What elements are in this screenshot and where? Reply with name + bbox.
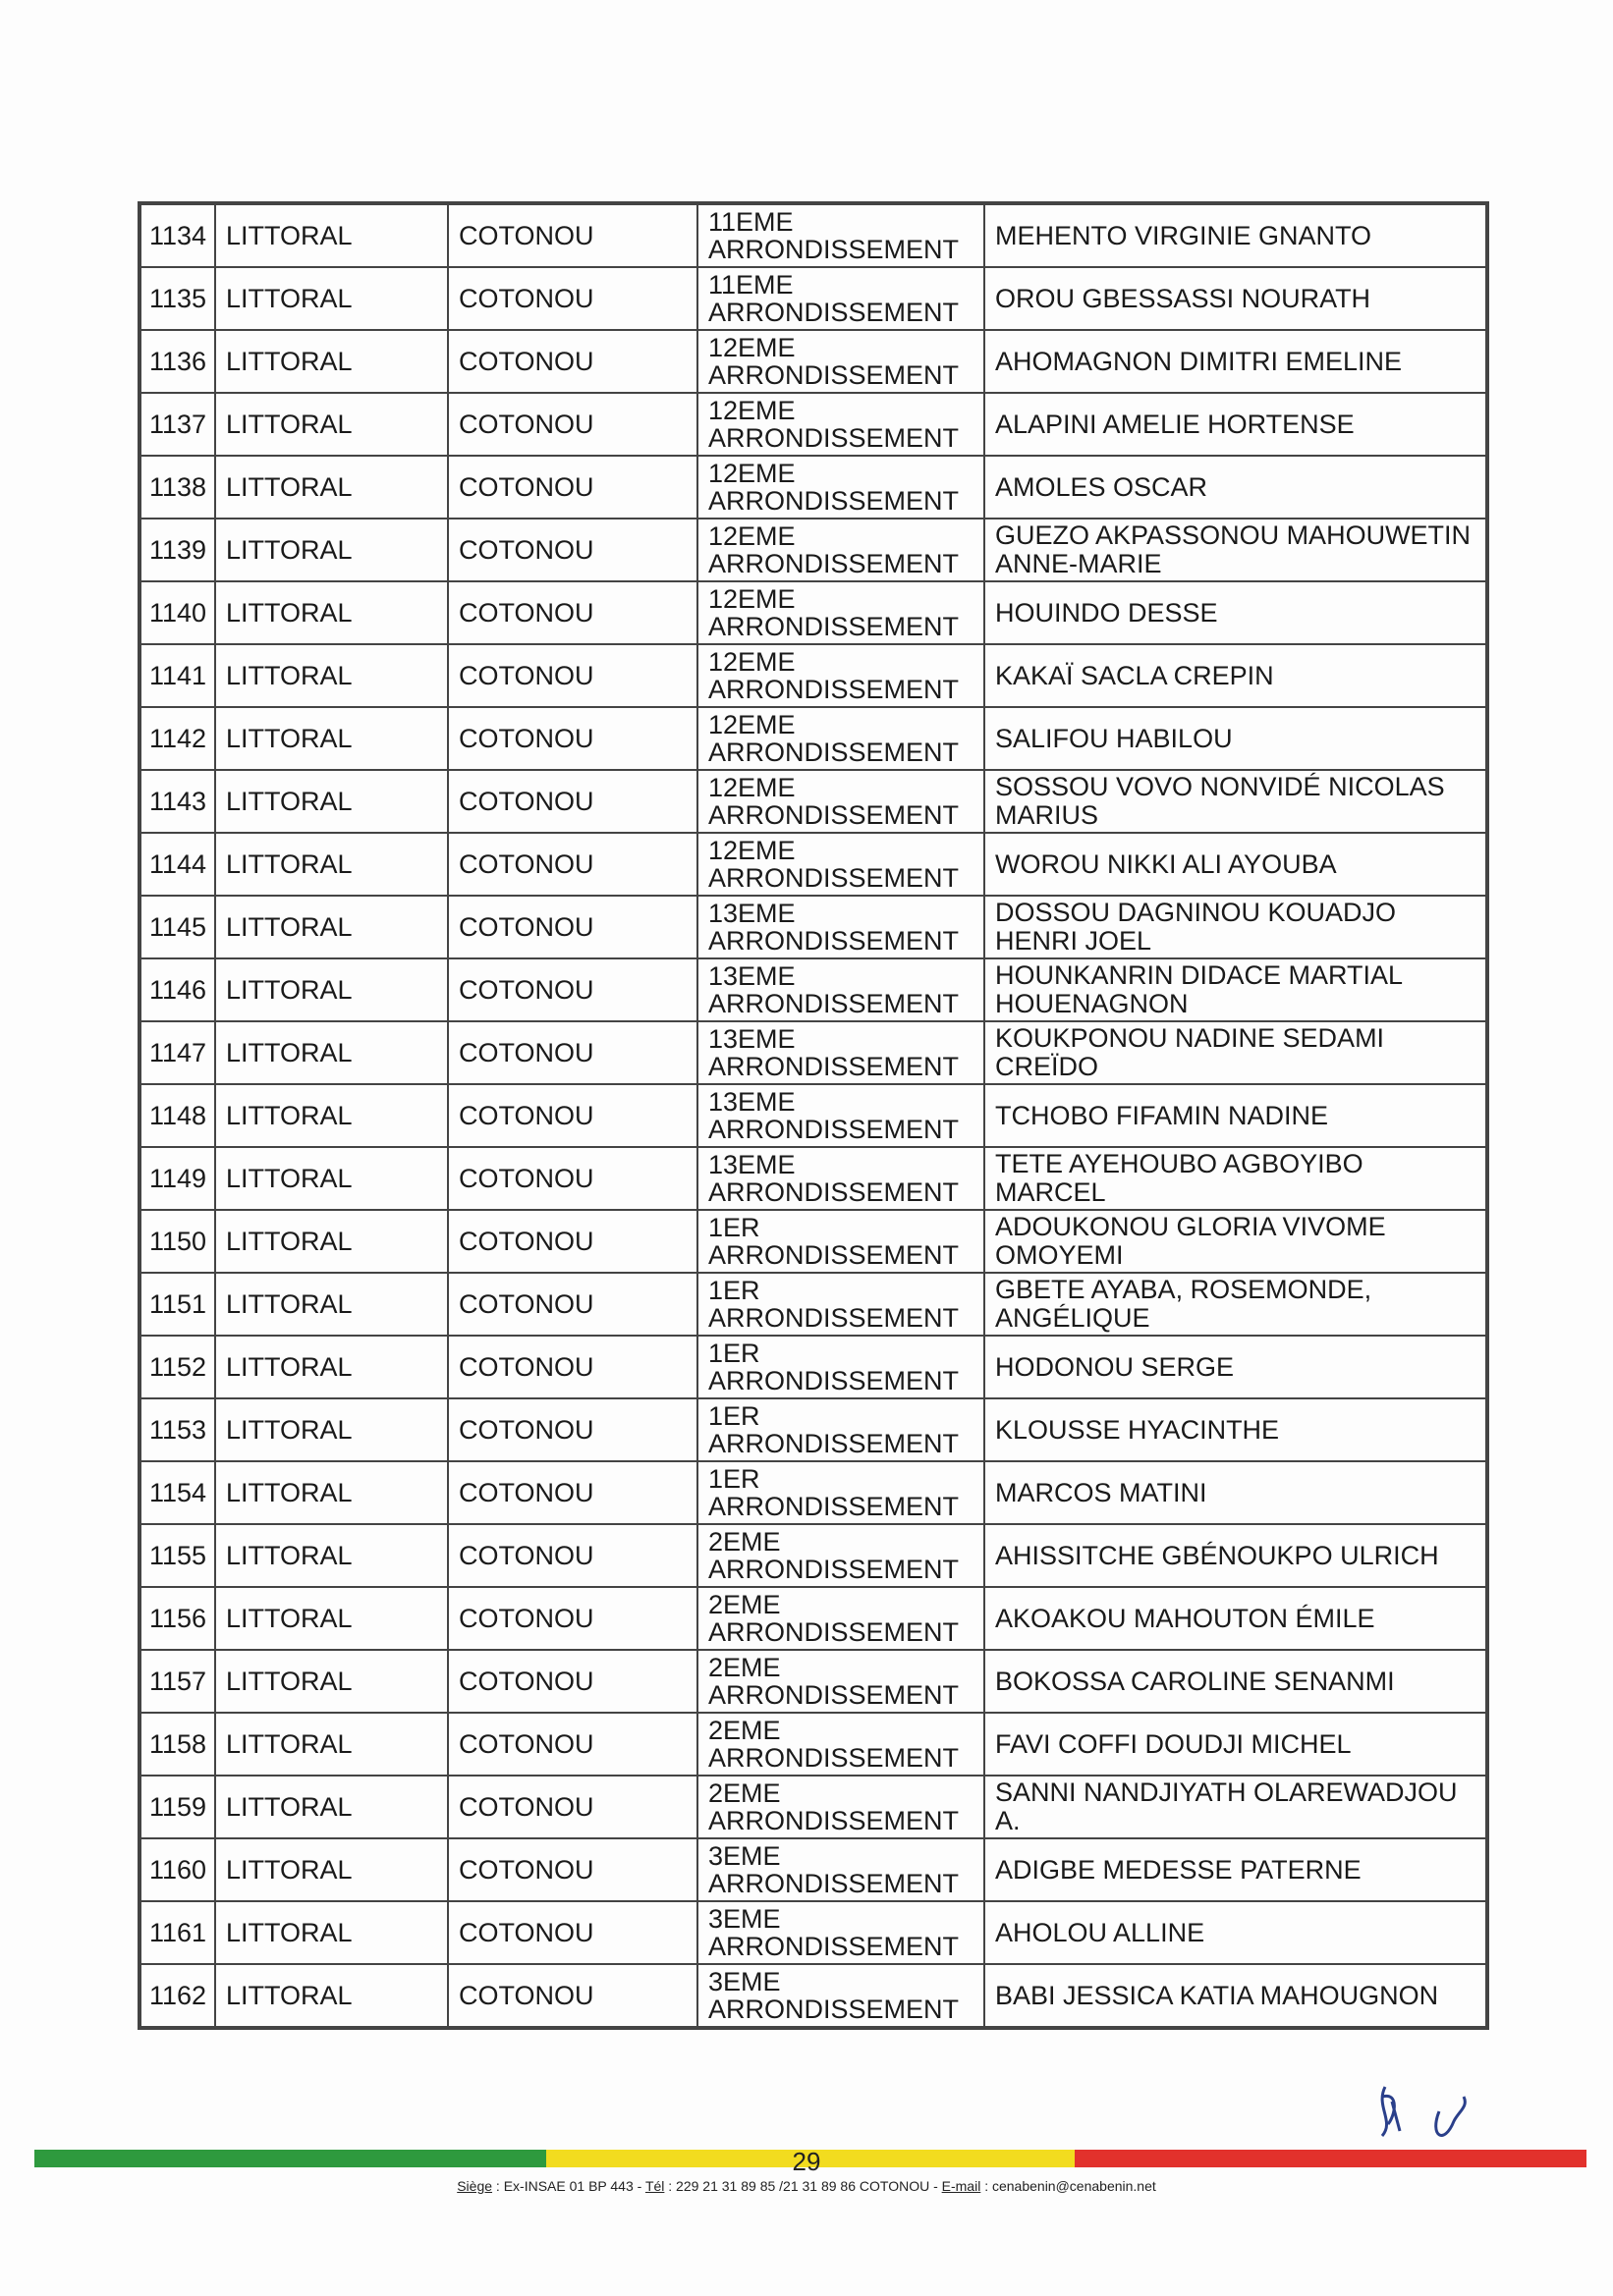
- commune-cell: COTONOU: [448, 1461, 697, 1524]
- table-row: [140, 833, 1486, 896]
- row-number: 1144: [140, 833, 215, 896]
- department-cell: LITTORAL: [215, 1210, 448, 1273]
- name-cell: HOUINDO DESSE: [984, 581, 1486, 644]
- table-row: [140, 707, 1486, 770]
- table-row: [140, 581, 1486, 644]
- tel-text: : 229 21 31 89 85 /21 31 89 86 COTONOU -: [664, 2178, 942, 2194]
- arrondissement-cell: [697, 1524, 984, 1587]
- arrondissement-word: ARRONDISSEMENT: [708, 989, 960, 1018]
- arrondissement-number: 12EME: [708, 521, 796, 551]
- commune-cell: COTONOU: [448, 1901, 697, 1964]
- row-number: 1137: [140, 393, 215, 456]
- tel-label: Tél: [644, 2178, 665, 2194]
- arrondissement-cell: [697, 1461, 984, 1524]
- arrondissement-cell: [697, 1336, 984, 1398]
- table-row: [140, 393, 1486, 456]
- arrondissement-word: ARRONDISSEMENT: [708, 1115, 960, 1144]
- name-cell: FAVI COFFI DOUDJI MICHEL: [984, 1713, 1486, 1776]
- row-number: 1135: [140, 267, 215, 330]
- arrondissement-number: 2EME: [708, 1527, 781, 1557]
- commune-cell: COTONOU: [448, 1147, 697, 1210]
- row-number: 1146: [140, 958, 215, 1021]
- arrondissement-cell: [697, 644, 984, 707]
- arrondissement-word: ARRONDISSEMENT: [708, 926, 960, 956]
- name-cell: GBETE AYABA, ROSEMONDE, ANGÉLIQUE: [984, 1273, 1486, 1336]
- arrondissement-number: 11EME: [708, 270, 794, 300]
- commune-cell: COTONOU: [448, 1650, 697, 1713]
- arrondissement-number: 13EME: [708, 1150, 796, 1179]
- arrondissement-word: ARRONDISSEMENT: [708, 675, 960, 704]
- name-cell: WOROU NIKKI ALI AYOUBA: [984, 833, 1486, 896]
- table-row: [140, 1210, 1486, 1273]
- name-cell: BABI JESSICA KATIA MAHOUGNON: [984, 1964, 1486, 2027]
- table-row: [140, 958, 1486, 1021]
- table-row: [140, 896, 1486, 958]
- department-cell: LITTORAL: [215, 1461, 448, 1524]
- name-cell: AHOMAGNON DIMITRI EMELINE: [984, 330, 1486, 393]
- row-number: 1153: [140, 1398, 215, 1461]
- name-cell: OROU GBESSASSI NOURATH: [984, 267, 1486, 330]
- arrondissement-number: 2EME: [708, 1590, 781, 1619]
- arrondissement-word: ARRONDISSEMENT: [708, 612, 960, 641]
- arrondissement-cell: [697, 267, 984, 330]
- commune-cell: COTONOU: [448, 1210, 697, 1273]
- name-cell: AMOLES OSCAR: [984, 456, 1486, 519]
- table-row: [140, 644, 1486, 707]
- arrondissement-word: ARRONDISSEMENT: [708, 235, 960, 264]
- commune-cell: COTONOU: [448, 456, 697, 519]
- department-cell: LITTORAL: [215, 1964, 448, 2027]
- department-cell: LITTORAL: [215, 1713, 448, 1776]
- table-row: [140, 1336, 1486, 1398]
- arrondissement-number: 1ER: [708, 1213, 760, 1242]
- department-cell: LITTORAL: [215, 1587, 448, 1650]
- department-cell: LITTORAL: [215, 330, 448, 393]
- commune-cell: COTONOU: [448, 1776, 697, 1838]
- arrondissement-number: 2EME: [708, 1778, 781, 1808]
- name-cell: ADOUKONOU GLORIA VIVOME OMOYEMI: [984, 1210, 1486, 1273]
- arrondissement-word: ARRONDISSEMENT: [708, 549, 960, 578]
- arrondissement-cell: [697, 1964, 984, 2027]
- arrondissement-word: ARRONDISSEMENT: [708, 1240, 960, 1270]
- arrondissement-word: ARRONDISSEMENT: [708, 863, 960, 893]
- department-cell: LITTORAL: [215, 204, 448, 267]
- row-number: 1136: [140, 330, 215, 393]
- arrondissement-cell: [697, 204, 984, 267]
- commune-cell: COTONOU: [448, 581, 697, 644]
- commune-cell: COTONOU: [448, 644, 697, 707]
- arrondissement-word: ARRONDISSEMENT: [708, 298, 960, 327]
- table-row: [140, 456, 1486, 519]
- commune-cell: COTONOU: [448, 1713, 697, 1776]
- department-cell: LITTORAL: [215, 456, 448, 519]
- department-cell: LITTORAL: [215, 958, 448, 1021]
- arrondissement-word: ARRONDISSEMENT: [708, 1680, 960, 1710]
- department-cell: LITTORAL: [215, 896, 448, 958]
- arrondissement-word: ARRONDISSEMENT: [708, 1052, 960, 1081]
- row-number: 1140: [140, 581, 215, 644]
- table-body: [140, 204, 1486, 2027]
- arrondissement-cell: [697, 1901, 984, 1964]
- arrondissement-cell: [697, 1776, 984, 1838]
- arrondissement-number: 13EME: [708, 1024, 796, 1054]
- arrondissement-word: ARRONDISSEMENT: [708, 486, 960, 516]
- department-cell: LITTORAL: [215, 1901, 448, 1964]
- table-row: [140, 204, 1486, 267]
- arrondissement-cell: [697, 1147, 984, 1210]
- arrondissement-cell: [697, 1713, 984, 1776]
- commune-cell: COTONOU: [448, 1838, 697, 1901]
- commune-cell: COTONOU: [448, 1021, 697, 1084]
- name-cell: AKOAKOU MAHOUTON ÉMILE: [984, 1587, 1486, 1650]
- department-cell: LITTORAL: [215, 1398, 448, 1461]
- arrondissement-number: 12EME: [708, 459, 796, 488]
- row-number: 1158: [140, 1713, 215, 1776]
- name-cell: SALIFOU HABILOU: [984, 707, 1486, 770]
- commune-cell: COTONOU: [448, 1398, 697, 1461]
- row-number: 1160: [140, 1838, 215, 1901]
- arrondissement-cell: [697, 1210, 984, 1273]
- table-row: [140, 519, 1486, 581]
- row-number: 1161: [140, 1901, 215, 1964]
- arrondissement-cell: [697, 1838, 984, 1901]
- table-row: [140, 1147, 1486, 1210]
- commune-cell: COTONOU: [448, 267, 697, 330]
- arrondissement-word: ARRONDISSEMENT: [708, 800, 960, 830]
- arrondissement-cell: [697, 707, 984, 770]
- table-row: [140, 330, 1486, 393]
- department-cell: LITTORAL: [215, 1838, 448, 1901]
- footer-contact: [0, 2178, 1613, 2194]
- commune-cell: COTONOU: [448, 833, 697, 896]
- commune-cell: COTONOU: [448, 1273, 697, 1336]
- name-cell: AHOLOU ALLINE: [984, 1901, 1486, 1964]
- table-row: [140, 1398, 1486, 1461]
- commune-cell: COTONOU: [448, 958, 697, 1021]
- department-cell: LITTORAL: [215, 707, 448, 770]
- arrondissement-number: 3EME: [708, 1841, 781, 1871]
- row-number: 1134: [140, 204, 215, 267]
- arrondissement-word: ARRONDISSEMENT: [708, 1932, 960, 1961]
- arrondissement-word: ARRONDISSEMENT: [708, 1743, 960, 1773]
- arrondissement-number: 12EME: [708, 710, 796, 739]
- table-row: [140, 1021, 1486, 1084]
- arrondissement-number: 13EME: [708, 1087, 796, 1117]
- arrondissement-number: 12EME: [708, 836, 796, 865]
- department-cell: LITTORAL: [215, 644, 448, 707]
- department-cell: LITTORAL: [215, 1084, 448, 1147]
- name-cell: BOKOSSA CAROLINE SENANMI: [984, 1650, 1486, 1713]
- arrondissement-word: ARRONDISSEMENT: [708, 1869, 960, 1898]
- row-number: 1159: [140, 1776, 215, 1838]
- arrondissement-word: ARRONDISSEMENT: [708, 1492, 960, 1521]
- table-row: [140, 1587, 1486, 1650]
- arrondissement-word: ARRONDISSEMENT: [708, 1806, 960, 1835]
- name-cell: TCHOBO FIFAMIN NADINE: [984, 1084, 1486, 1147]
- name-cell: KLOUSSE HYACINTHE: [984, 1398, 1486, 1461]
- name-cell: HODONOU SERGE: [984, 1336, 1486, 1398]
- commune-cell: COTONOU: [448, 1524, 697, 1587]
- name-cell: GUEZO AKPASSONOU MAHOUWETIN ANNE-MARIE: [984, 519, 1486, 581]
- arrondissement-number: 12EME: [708, 773, 796, 802]
- table-row: [140, 770, 1486, 833]
- email-text: : cenabenin@cenabenin.net: [980, 2178, 1156, 2194]
- arrondissement-cell: [697, 456, 984, 519]
- arrondissement-word: ARRONDISSEMENT: [708, 360, 960, 390]
- arrondissement-number: 2EME: [708, 1653, 781, 1682]
- row-number: 1147: [140, 1021, 215, 1084]
- arrondissement-cell: [697, 1398, 984, 1461]
- name-cell: MARCOS MATINI: [984, 1461, 1486, 1524]
- row-number: 1150: [140, 1210, 215, 1273]
- commune-cell: COTONOU: [448, 1587, 697, 1650]
- commune-cell: COTONOU: [448, 1964, 697, 2027]
- table-row: [140, 1461, 1486, 1524]
- table-row: [140, 1524, 1486, 1587]
- arrondissement-number: 1ER: [708, 1464, 760, 1494]
- arrondissement-word: ARRONDISSEMENT: [708, 1617, 960, 1647]
- arrondissement-cell: [697, 1650, 984, 1713]
- arrondissement-number: 12EME: [708, 647, 796, 677]
- commune-cell: COTONOU: [448, 1336, 697, 1398]
- name-cell: DOSSOU DAGNINOU KOUADJO HENRI JOEL: [984, 896, 1486, 958]
- commune-cell: COTONOU: [448, 204, 697, 267]
- department-cell: LITTORAL: [215, 770, 448, 833]
- arrondissement-cell: [697, 393, 984, 456]
- department-cell: LITTORAL: [215, 393, 448, 456]
- department-cell: LITTORAL: [215, 1776, 448, 1838]
- arrondissement-word: ARRONDISSEMENT: [708, 738, 960, 767]
- name-cell: AHISSITCHE GBÉNOUKPO ULRICH: [984, 1524, 1486, 1587]
- row-number: 1157: [140, 1650, 215, 1713]
- arrondissement-cell: [697, 833, 984, 896]
- row-number: 1142: [140, 707, 215, 770]
- table-row: [140, 1650, 1486, 1713]
- name-cell: HOUNKANRIN DIDACE MARTIAL HOUENAGNON: [984, 958, 1486, 1021]
- arrondissement-number: 13EME: [708, 899, 796, 928]
- row-number: 1162: [140, 1964, 215, 2027]
- arrondissement-number: 11EME: [708, 207, 794, 237]
- department-cell: LITTORAL: [215, 1524, 448, 1587]
- name-cell: SOSSOU VOVO NONVIDÉ NICOLAS MARIUS: [984, 770, 1486, 833]
- table-row: [140, 1713, 1486, 1776]
- arrondissement-word: ARRONDISSEMENT: [708, 1177, 960, 1207]
- name-cell: ALAPINI AMELIE HORTENSE: [984, 393, 1486, 456]
- signature-mark: [1370, 2077, 1498, 2156]
- department-cell: LITTORAL: [215, 1650, 448, 1713]
- name-cell: MEHENTO VIRGINIE GNANTO: [984, 204, 1486, 267]
- name-cell: SANNI NANDJIYATH OLAREWADJOU A.: [984, 1776, 1486, 1838]
- row-number: 1154: [140, 1461, 215, 1524]
- row-number: 1139: [140, 519, 215, 581]
- arrondissement-number: 12EME: [708, 333, 796, 362]
- department-cell: LITTORAL: [215, 833, 448, 896]
- arrondissement-cell: [697, 896, 984, 958]
- row-number: 1152: [140, 1336, 215, 1398]
- email-label: E-mail: [941, 2178, 981, 2194]
- name-cell: ADIGBE MEDESSE PATERNE: [984, 1838, 1486, 1901]
- department-cell: LITTORAL: [215, 1147, 448, 1210]
- arrondissement-cell: [697, 958, 984, 1021]
- arrondissement-cell: [697, 1084, 984, 1147]
- row-number: 1151: [140, 1273, 215, 1336]
- row-number: 1138: [140, 456, 215, 519]
- arrondissement-number: 12EME: [708, 584, 796, 614]
- arrondissement-word: ARRONDISSEMENT: [708, 423, 960, 453]
- department-cell: LITTORAL: [215, 1273, 448, 1336]
- department-cell: LITTORAL: [215, 267, 448, 330]
- arrondissement-cell: [697, 519, 984, 581]
- arrondissement-number: 3EME: [708, 1967, 781, 1996]
- table-row: [140, 1838, 1486, 1901]
- arrondissement-cell: [697, 581, 984, 644]
- name-cell: KAKAÏ SACLA CREPIN: [984, 644, 1486, 707]
- department-cell: LITTORAL: [215, 519, 448, 581]
- siege-text: : Ex-INSAE 01 BP 443 -: [492, 2178, 645, 2194]
- arrondissement-number: 1ER: [708, 1401, 760, 1431]
- arrondissement-number: 1ER: [708, 1276, 760, 1305]
- department-cell: LITTORAL: [215, 1336, 448, 1398]
- arrondissement-word: ARRONDISSEMENT: [708, 1366, 960, 1395]
- commune-cell: COTONOU: [448, 519, 697, 581]
- arrondissement-cell: [697, 330, 984, 393]
- table-row: [140, 1964, 1486, 2027]
- row-number: 1141: [140, 644, 215, 707]
- name-cell: TETE AYEHOUBO AGBOYIBO MARCEL: [984, 1147, 1486, 1210]
- row-number: 1149: [140, 1147, 215, 1210]
- commune-cell: COTONOU: [448, 770, 697, 833]
- page-number: 29: [792, 2147, 821, 2176]
- table-row: [140, 1901, 1486, 1964]
- arrondissement-cell: [697, 1587, 984, 1650]
- commune-cell: COTONOU: [448, 393, 697, 456]
- row-number: 1143: [140, 770, 215, 833]
- arrondissement-cell: [697, 1021, 984, 1084]
- arrondissement-cell: [697, 1273, 984, 1336]
- department-cell: LITTORAL: [215, 1021, 448, 1084]
- table-row: [140, 1084, 1486, 1147]
- siege-label: Siège: [457, 2178, 493, 2194]
- name-cell: KOUKPONOU NADINE SEDAMI CREÏDO: [984, 1021, 1486, 1084]
- commune-cell: COTONOU: [448, 330, 697, 393]
- table-row: [140, 267, 1486, 330]
- candidates-table: [138, 201, 1489, 2030]
- arrondissement-number: 13EME: [708, 961, 796, 991]
- table-row: [140, 1776, 1486, 1838]
- arrondissement-word: ARRONDISSEMENT: [708, 1303, 960, 1333]
- commune-cell: COTONOU: [448, 707, 697, 770]
- row-number: 1145: [140, 896, 215, 958]
- arrondissement-number: 1ER: [708, 1339, 760, 1368]
- arrondissement-number: 2EME: [708, 1716, 781, 1745]
- commune-cell: COTONOU: [448, 896, 697, 958]
- commune-cell: COTONOU: [448, 1084, 697, 1147]
- arrondissement-number: 12EME: [708, 396, 796, 425]
- arrondissement-number: 3EME: [708, 1904, 781, 1934]
- arrondissement-word: ARRONDISSEMENT: [708, 1995, 960, 2024]
- row-number: 1156: [140, 1587, 215, 1650]
- row-number: 1148: [140, 1084, 215, 1147]
- department-cell: LITTORAL: [215, 581, 448, 644]
- arrondissement-cell: [697, 770, 984, 833]
- table-row: [140, 1273, 1486, 1336]
- arrondissement-word: ARRONDISSEMENT: [708, 1429, 960, 1458]
- arrondissement-word: ARRONDISSEMENT: [708, 1555, 960, 1584]
- row-number: 1155: [140, 1524, 215, 1587]
